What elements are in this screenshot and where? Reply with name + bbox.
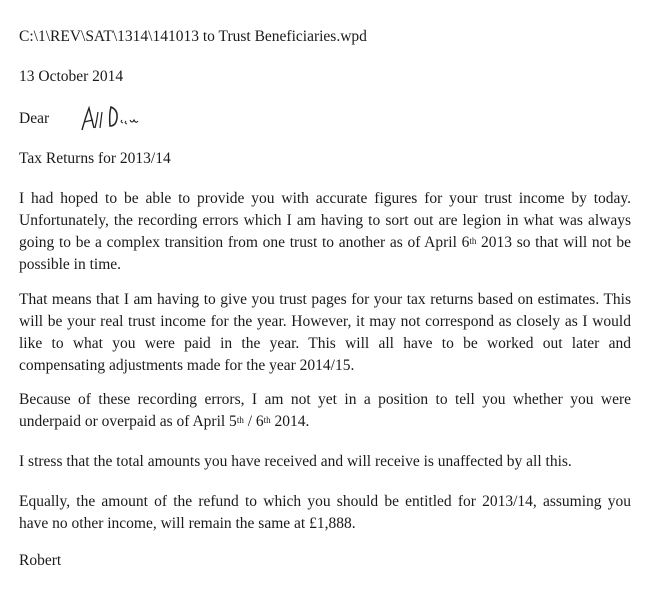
paragraph-1-line: I had hoped to be able to provide you with accurate figures for your trust income by today.	[19, 190, 631, 207]
paragraph-1	[19, 188, 631, 276]
file-path: C:\1\REV\SAT\1314\141013 to Trust Beneficiaries.wpd	[19, 28, 367, 45]
text-span: / 6	[243, 413, 264, 430]
superscript: th	[236, 415, 244, 425]
paragraph-3-line	[19, 411, 631, 433]
paragraph-4	[19, 451, 631, 473]
paragraph-1-line	[19, 232, 631, 254]
subject-line: Tax Returns for 2013/14	[19, 150, 171, 167]
letter-date: 13 October 2014	[19, 68, 124, 85]
paragraph-5-line: have no other income, will remain the same at £1,888.	[19, 515, 356, 532]
paragraph-5-line: Equally, the amount of the refund to which you should be entitled for 2013/14, assuming you	[19, 493, 631, 510]
paragraph-2-line: will be your real trust income for the year. However, it may not correspond as closely as I would	[19, 313, 631, 330]
paragraph-1-line: Unfortunately, the recording errors which I am having to sort out are legion in what was always	[19, 212, 631, 229]
paragraph-2-line: like to what you were paid in the year. This will all have to be worked out later and	[19, 335, 631, 352]
superscript: th	[469, 236, 477, 246]
paragraph-2-line: That means that I am having to give you trust pages for your tax returns based on estimates. This	[19, 291, 631, 308]
text-span: 2014.	[270, 413, 310, 430]
signature: Robert	[19, 552, 62, 569]
paragraph-3	[19, 389, 631, 433]
paragraph-2	[19, 289, 631, 377]
paragraph-5	[19, 491, 631, 535]
handwritten-addressee	[80, 104, 150, 134]
paragraph-4-line: I stress that the total amounts you have received and will receive is unaffected by all this.	[19, 453, 572, 470]
superscript: th	[263, 415, 271, 425]
paragraph-2-line: compensating adjustments made for the year 2014/15.	[19, 357, 355, 374]
paragraph-1-line: possible in time.	[19, 256, 122, 273]
text-span: 2013 so that will not be	[476, 234, 631, 251]
text-span: going to be a complex transition from one trust to another as of April 6	[19, 234, 470, 251]
text-span: underpaid or overpaid as of April 5	[19, 413, 237, 430]
salutation: Dear	[19, 110, 50, 127]
paragraph-3-line: Because of these recording errors, I am not yet in a position to tell you whether you were	[19, 391, 631, 408]
